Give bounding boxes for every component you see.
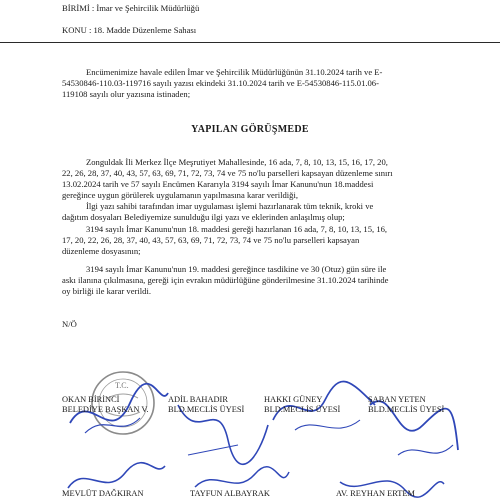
signatory-name: OKAN BİRİNCİ: [62, 395, 120, 404]
subject-label: KONU : 18. Madde Düzenleme Sahası: [62, 25, 197, 35]
unit-label: BİRİMİ : İmar ve Şehircilik Müdürlüğü: [62, 3, 200, 13]
body-line: düzenleme dosyasının;: [62, 246, 141, 256]
signatory-title: BLD.MECLİS ÜYESİ: [368, 405, 445, 414]
body-line: oy birliği ile karar verildi.: [62, 286, 152, 296]
signatory-name: TAYFUN ALBAYRAK: [190, 489, 270, 498]
seal-text: T.C.: [115, 381, 129, 390]
signatory-name: ADİL BAHADIR: [168, 395, 228, 404]
body-line: Zonguldak İli Merkez İlçe Meşrutiyet Mahallesinde, 16 ada, 7, 8, 10, 13, 15, 16, 17, 20,: [86, 157, 388, 167]
body-line: 17, 20, 22, 26, 28, 37, 40, 43, 57, 63, 69, 71, 72, 73, 74 ve 75 no'lu parselleri kapsayan: [62, 235, 360, 245]
signatory-name: AV. REYHAN ERTEM: [336, 489, 415, 498]
note-label: N/Ö: [62, 319, 77, 329]
intro-line: Encümenimize havale edilen İmar ve Şehircilik Müdürlüğünün 31.10.2024 tarih ve E-: [86, 67, 383, 77]
signatory-name: HAKKI GÜNEY: [264, 395, 323, 404]
signature-1-icon: [60, 378, 180, 458]
signatory-title: BELEDİYE BAŞKAN V.: [62, 405, 149, 414]
signatory-title: BLD.MECLİS ÜYESİ: [168, 405, 245, 414]
body-line: 3194 sayılı İmar Kanunu'nun 18. maddesi gereği hazırlanan 16 ada, 7, 8, 10, 13, 15, 16,: [86, 224, 388, 234]
intro-line: 54530846-110.03-119716 sayılı yazısı ekindeki 31.10.2024 tarih ve E-54530846-115.01.06-: [62, 78, 379, 88]
body-line: askı ilanına çıkılmasına, gereği için evrakın müdürlüğüne gönderilmesine 31.10.2024 tarihinde: [62, 275, 389, 285]
signatory-name: MEVLÜT DAĞKIRAN: [62, 489, 144, 498]
section-title: YAPILAN GÖRÜŞMEDE: [191, 124, 309, 135]
body-line: 13.02.2024 tarih ve 57 sayılı Encümen Kararıyla 3194 sayılı İmar Kanunu'nun 18.maddesi: [62, 179, 374, 189]
signatory-name: ŞABAN YETEN: [368, 395, 426, 404]
body-line: İlgi yazı sahibi tarafından imar uygulaması işlemi hazırlanarak tüm teknik, kroki ve: [86, 201, 374, 211]
signatory-title: BLD.MECLİS ÜYESİ: [264, 405, 341, 414]
intro-line: 119108 sayılı olur yazısına istinaden;: [62, 89, 191, 99]
body-line: 3194 sayılı İmar Kanunu'nun 19. maddesi gereğince tasdikine ve 30 (Otuz) gün süre ile: [86, 264, 387, 274]
body-line: gereğince uygun görülerek uygulamanın yapılmasına karar verildiği,: [62, 190, 299, 200]
body-line: 22, 26, 28, 37, 40, 43, 57, 63, 69, 71, 72, 73, 74 ve 75 no'lu parselleri kapsayan düzenleme sınırı: [62, 168, 393, 178]
header-divider: [0, 42, 500, 43]
body-line: dağıtım dosyaları Belediyemize sunulduğu ilgi yazı ve eklerinden anlaşılmış olup;: [62, 212, 345, 222]
